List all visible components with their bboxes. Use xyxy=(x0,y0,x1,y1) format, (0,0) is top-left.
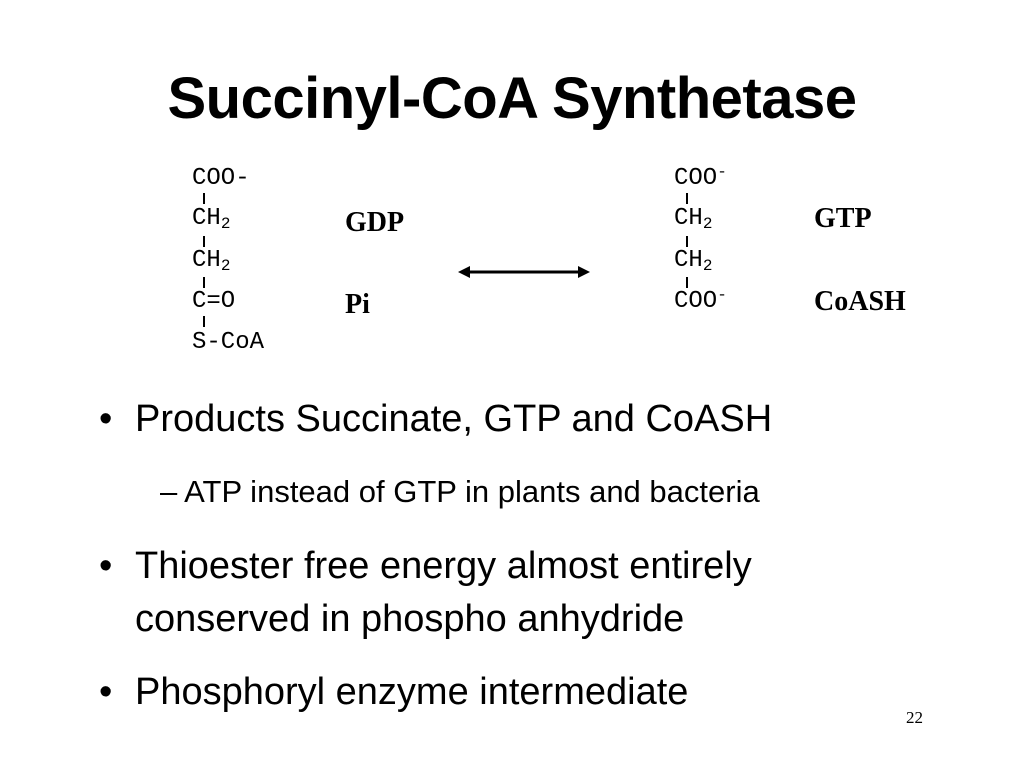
product-bond-3 xyxy=(686,277,688,288)
reactant-bond-4 xyxy=(203,316,205,327)
sub-bullet-atp: – ATP instead of GTP in plants and bacteria xyxy=(160,474,760,509)
slide-title: Succinyl-CoA Synthetase xyxy=(167,66,857,131)
product-bond-2 xyxy=(686,236,688,247)
cofactor-gdp: GDP xyxy=(345,207,405,238)
bullet-marker: • xyxy=(99,398,113,440)
cofactor-coash: CoASH xyxy=(814,286,906,317)
reactant-line-5: S-CoA xyxy=(192,329,265,356)
reactant-bond-2 xyxy=(203,236,205,247)
product-line-2: $CH_2$ xyxy=(674,205,713,233)
reactant-line-2: $CH_2$ xyxy=(192,205,231,233)
bullet-products: • Products Succinate, GTP and CoASH xyxy=(135,392,772,446)
page-number: 22 xyxy=(906,708,923,727)
bullet-marker: • xyxy=(99,671,113,713)
reactant-line-3: $CH_2$ xyxy=(192,247,231,275)
reactant-line-4: C=O xyxy=(192,288,236,315)
reactant-line-1: COO- xyxy=(192,165,250,192)
cofactor-gtp: GTP xyxy=(814,203,872,234)
product-bond-1 xyxy=(686,193,688,204)
product-line-3: $CH_2$ xyxy=(674,247,713,275)
bullet-marker: • xyxy=(99,545,113,587)
product-line-4: COO- xyxy=(674,286,727,315)
product-line-1: COO- xyxy=(674,163,727,192)
bullet-phosphoryl: • Phosphoryl enzyme intermediate xyxy=(135,665,688,719)
reactant-bond-1 xyxy=(203,193,205,204)
reversible-arrow-icon xyxy=(458,263,590,281)
bullet-thioester-continued: conserved in phospho anhydride xyxy=(135,598,685,640)
cofactor-pi: Pi xyxy=(345,289,370,320)
bullet-thioester: • Thioester free energy almost entirely xyxy=(135,539,752,593)
reactant-bond-3 xyxy=(203,277,205,288)
